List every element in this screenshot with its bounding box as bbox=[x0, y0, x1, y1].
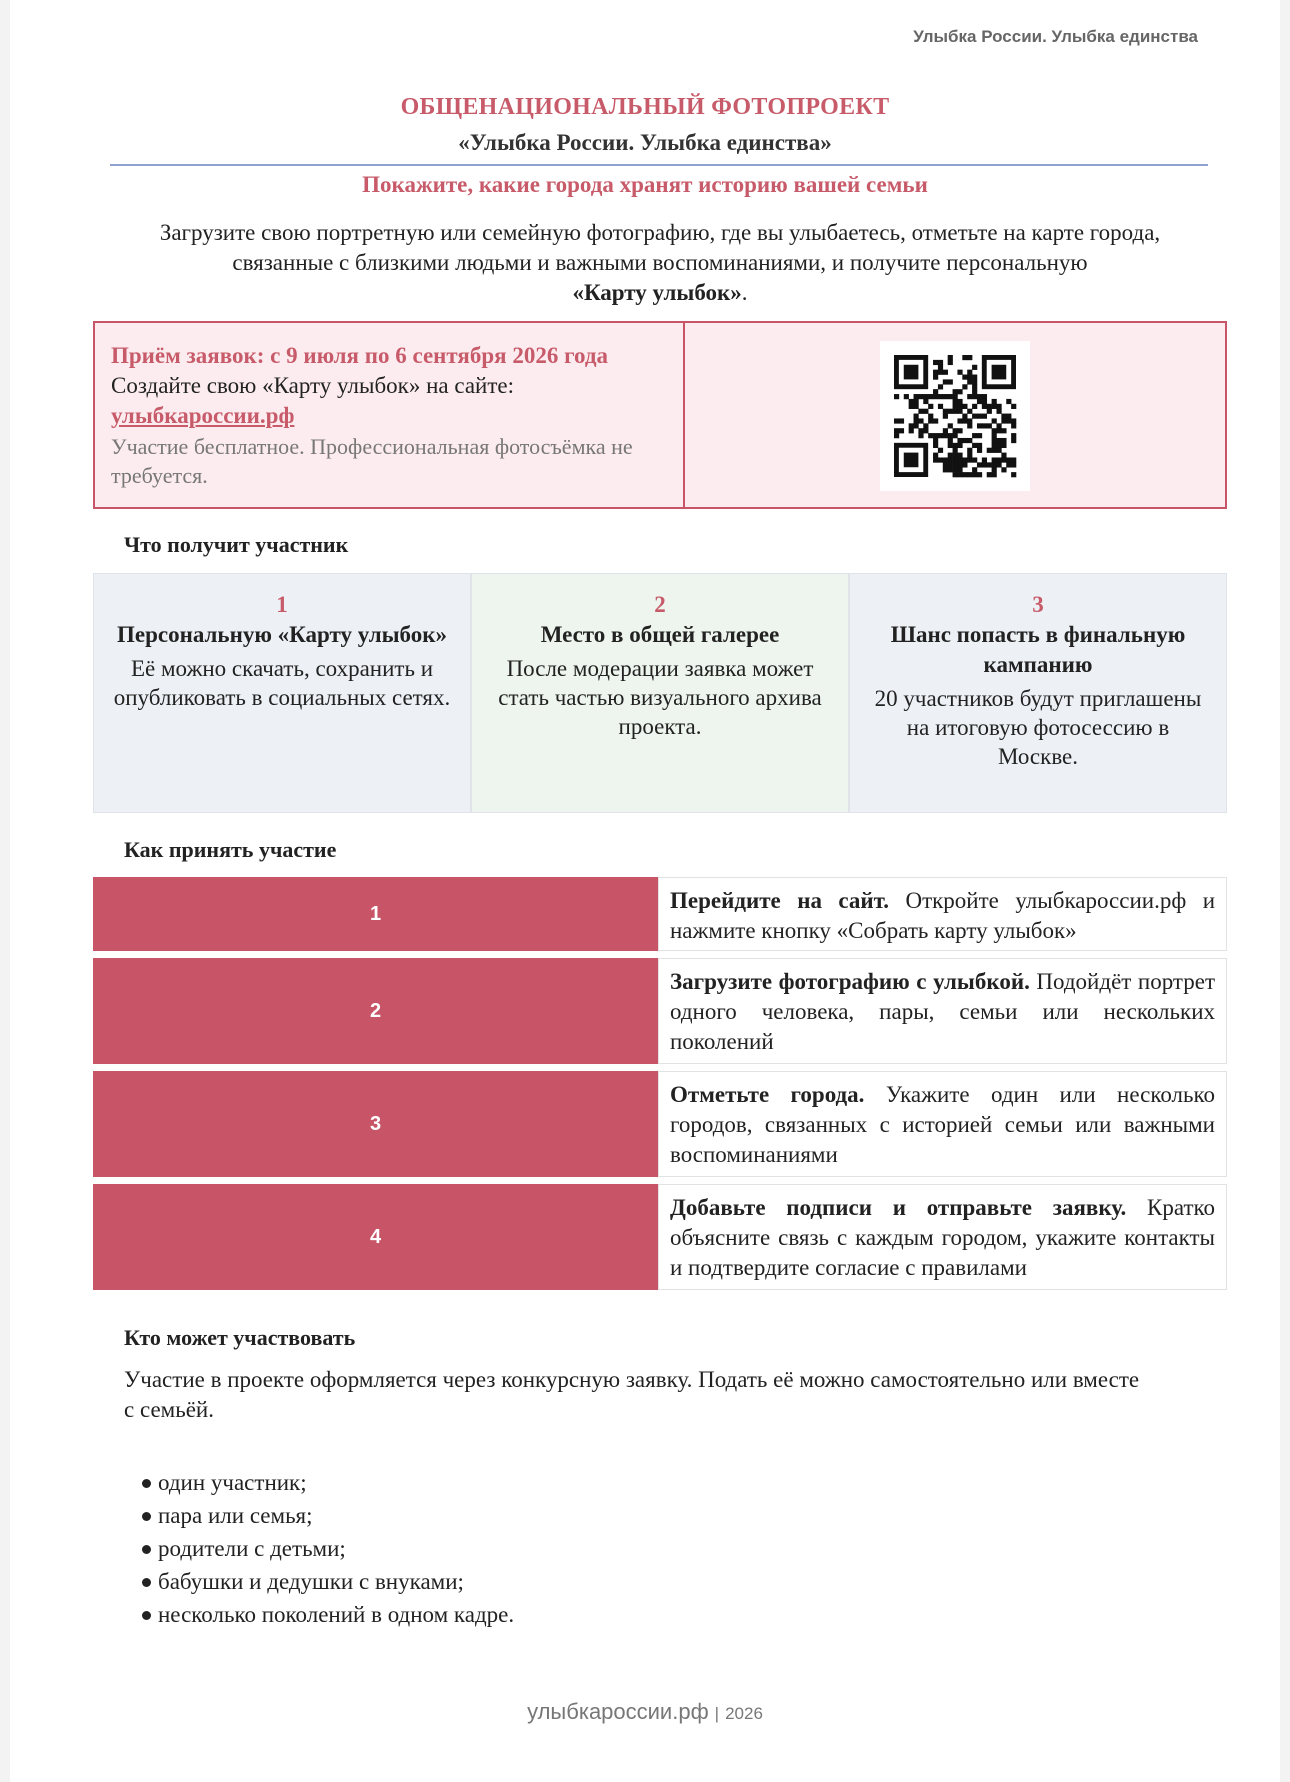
eligibility-heading: Кто может участвовать bbox=[124, 1325, 356, 1350]
step-bold: Загрузите фотографию с улыбкой. bbox=[670, 969, 1030, 994]
running-header: Улыбка России. Улыбка единства bbox=[913, 27, 1198, 46]
benefit-card bbox=[849, 573, 1227, 813]
step-number: 3 bbox=[93, 1071, 658, 1177]
qr-panel bbox=[685, 323, 1225, 507]
qr-code-icon[interactable] bbox=[880, 341, 1030, 491]
benefit-number: 1 bbox=[276, 592, 288, 617]
list-item: родители с детьми; bbox=[142, 1532, 514, 1565]
application-box bbox=[93, 321, 1227, 509]
step-desc: Кратко объясните связь с каждым городом, укажите контакты и подтвердите согласие с правилами bbox=[670, 1195, 1216, 1280]
page-sheet bbox=[10, 0, 1280, 1782]
application-info bbox=[95, 323, 685, 507]
step-desc: Подойдёт портрет одного человека, пары, семьи или нескольких поколений bbox=[670, 969, 1215, 1054]
step-text bbox=[658, 1184, 1227, 1290]
step-number: 1 bbox=[93, 877, 658, 951]
step-text bbox=[658, 1071, 1227, 1177]
benefits-heading: Что получит участник bbox=[124, 532, 349, 557]
intro-paragraph bbox=[130, 218, 1190, 308]
step-text bbox=[658, 877, 1227, 951]
steps-heading: Как принять участие bbox=[124, 837, 337, 862]
benefit-title: Шанс попасть в финальную кампанию bbox=[890, 622, 1186, 677]
step-desc: Укажите один или несколько городов, связанных с историей семьи или важными воспоминаниями bbox=[670, 1082, 1216, 1167]
tagline: Покажите, какие города хранят историю вашей семьи bbox=[362, 172, 928, 197]
list-item: один участник; bbox=[142, 1466, 514, 1499]
footer-separator: | bbox=[714, 1704, 720, 1723]
step-row bbox=[93, 877, 1227, 951]
step-number: 4 bbox=[93, 1184, 658, 1290]
benefit-card bbox=[93, 573, 471, 813]
step-bold: Перейдите на сайт. bbox=[670, 888, 889, 913]
benefit-text: После модерации заявка может стать частью визуального архива проекта. bbox=[498, 656, 822, 739]
list-item: бабушки и дедушки с внуками; bbox=[142, 1565, 514, 1598]
step-row bbox=[93, 958, 1227, 1064]
step-text bbox=[658, 958, 1227, 1064]
step-bold: Добавьте подписи и отправьте заявку. bbox=[670, 1195, 1127, 1220]
benefit-text: 20 участников будут приглашены на итоговую фотосессию в Москве. bbox=[874, 686, 1202, 769]
benefit-number: 3 bbox=[1032, 592, 1044, 617]
step-row bbox=[93, 1184, 1227, 1290]
free-participation-note: Участие бесплатное. Профессиональная фотосъёмка не требуется. bbox=[111, 434, 633, 488]
eligibility-list bbox=[142, 1466, 514, 1631]
intro-bold: «Карту улыбок» bbox=[572, 280, 742, 305]
application-dates: Приём заявок: с 9 июля по 6 сентября 2026 года bbox=[111, 343, 608, 368]
benefit-title: Персональную «Карту улыбок» bbox=[116, 622, 448, 647]
site-link[interactable]: улыбкароссии.рф bbox=[111, 403, 295, 428]
page-footer bbox=[10, 1699, 1280, 1725]
benefit-card bbox=[471, 573, 849, 813]
list-item: пара или семья; bbox=[142, 1499, 514, 1532]
page-subtitle: «Улыбка России. Улыбка единства» bbox=[458, 130, 832, 155]
intro-text: Загрузите свою портретную или семейную фотографию, где вы улыбаетесь, отметьте на карте города, связанные с близкими людьми и важными воспоминаниями, и получите персональную bbox=[159, 220, 1161, 275]
footer-site[interactable]: улыбкароссии.рф bbox=[527, 1699, 709, 1724]
title-divider bbox=[110, 164, 1208, 166]
eligibility-text: Участие в проекте оформляется через конкурсную заявку. Подать её можно самостоятельно или вместе с семьёй. bbox=[124, 1367, 1140, 1422]
list-item: несколько поколений в одном кадре. bbox=[142, 1598, 514, 1631]
footer-year: 2026 bbox=[725, 1704, 763, 1723]
benefit-text: Её можно скачать, сохранить и опубликовать в социальных сетях. bbox=[113, 656, 451, 710]
step-bold: Отметьте города. bbox=[670, 1082, 865, 1107]
step-row bbox=[93, 1071, 1227, 1177]
benefit-number: 2 bbox=[654, 592, 666, 617]
benefits-grid bbox=[93, 573, 1227, 813]
page-title: ОБЩЕНАЦИОНАЛЬНЫЙ ФОТОПРОЕКТ bbox=[400, 94, 890, 120]
create-map-text: Создайте свою «Карту улыбок» на сайте: bbox=[111, 373, 514, 398]
benefit-title: Место в общей галерее bbox=[540, 622, 780, 647]
step-desc: Откройте улыбкароссии.рф и нажмите кнопку «Собрать карту улыбок» bbox=[670, 888, 1216, 943]
steps-list bbox=[93, 877, 1227, 1297]
step-number: 2 bbox=[93, 958, 658, 1064]
intro-end: . bbox=[741, 280, 748, 305]
